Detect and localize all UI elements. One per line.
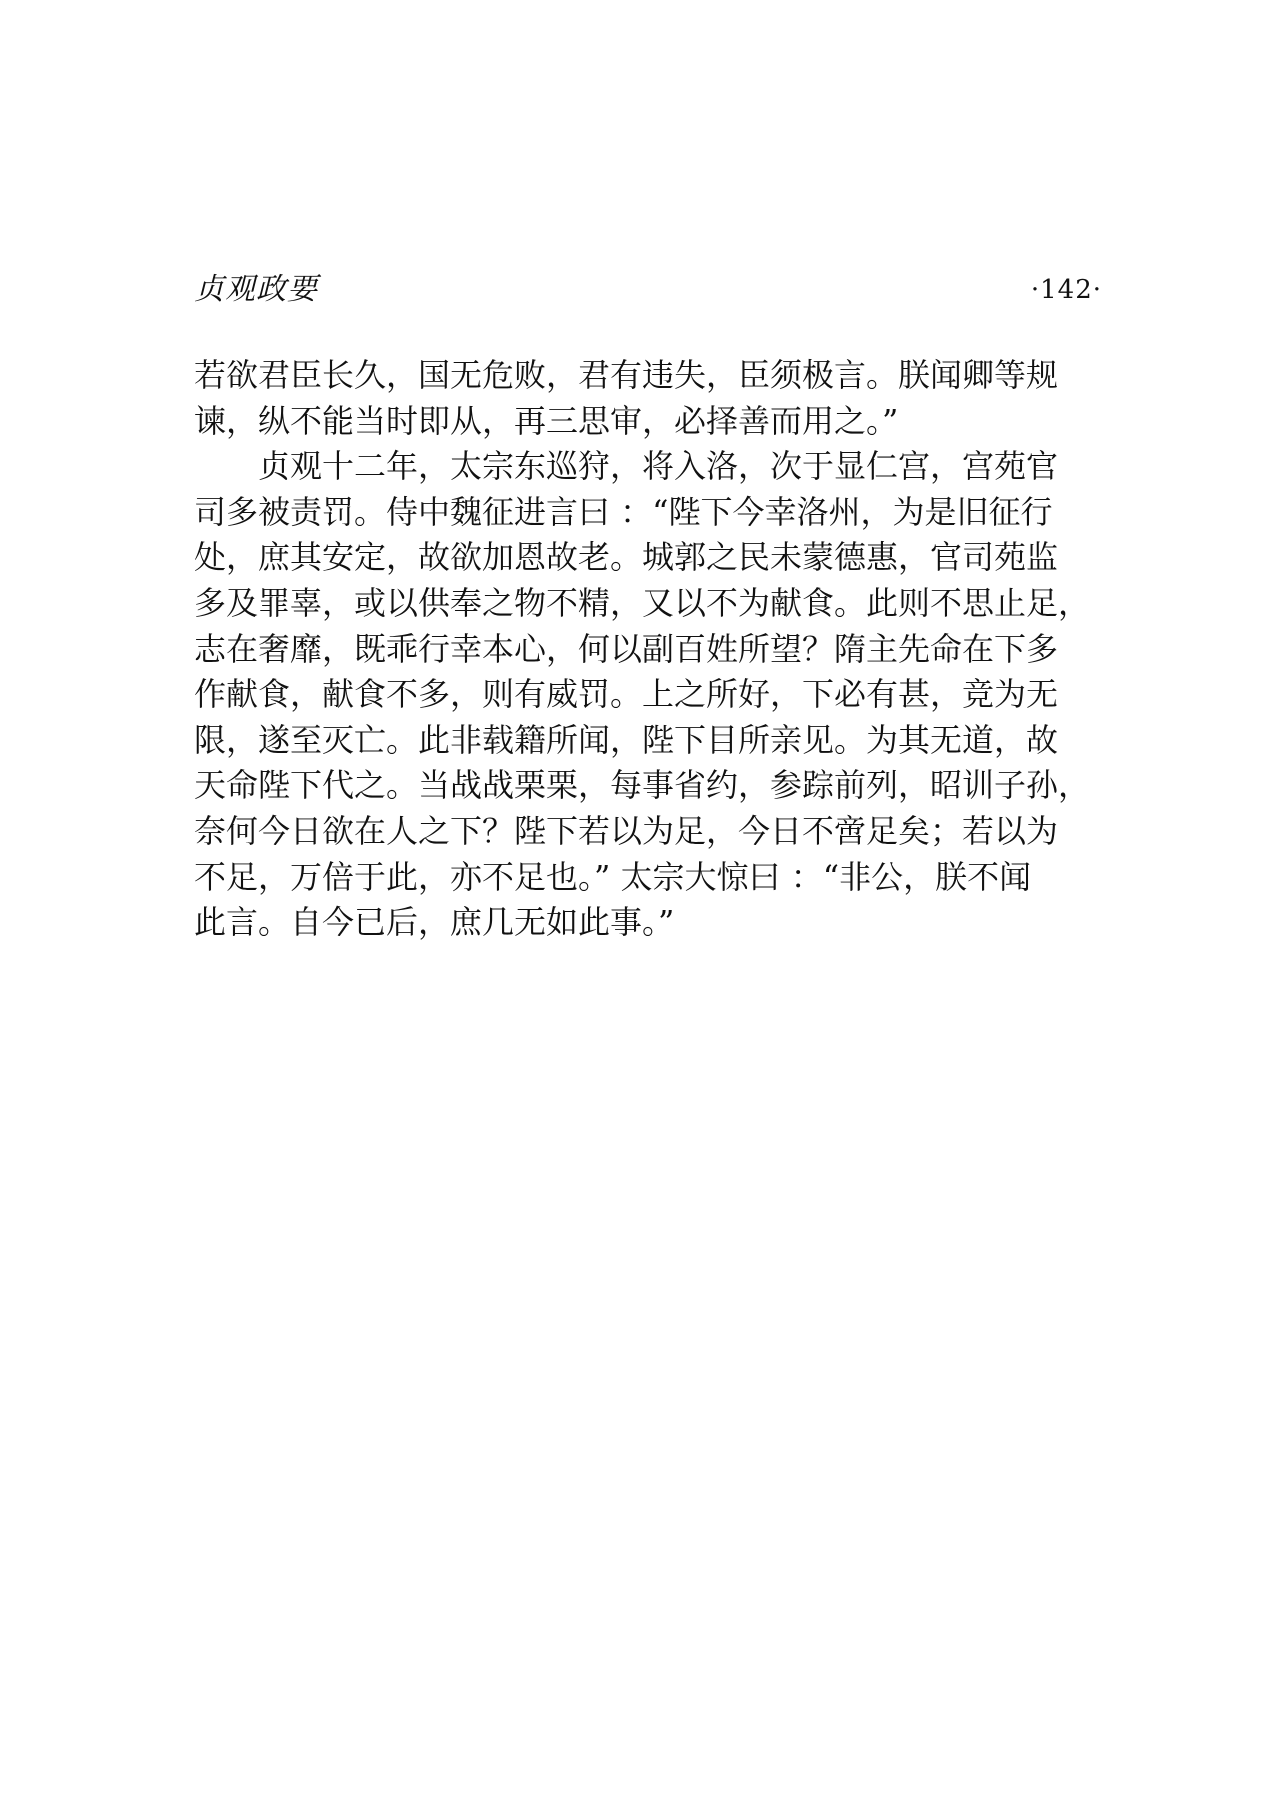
text-line: 作献食，献食不多，则有威罚。上之所好，下必有甚，竞为无 — [194, 675, 1059, 714]
text-line: 处，庶其安定，故欲加恩故老。城郭之民未蒙德惠，官司苑监 — [194, 538, 1059, 577]
text-line: 不足，万倍于此，亦不足也。” 太宗大惊曰 ：“非公，朕不闻 — [194, 857, 1032, 896]
text-line: 天命陛下代之。当战战栗栗，每事省约，参踪前列，昭训子孙， — [194, 766, 1091, 805]
text-line: 限，遂至灭亡。此非载籍所闻，陛下目所亲见。为其无道，故 — [194, 720, 1059, 759]
text-line: 多及罪辜，或以供奉之物不精，又以不为献食。此则不思止足， — [194, 583, 1091, 622]
page-number: ·142· — [1030, 275, 1102, 305]
text-line: 奈何今日欲在人之下？陛下若以为足，今日不啻足矣；若以为 — [194, 811, 1059, 850]
text-line: 此言。自今已后，庶几无如此事。” — [194, 903, 675, 942]
text-line: 谏，纵不能当时即从，再三思审，必择善而用之。” — [194, 401, 899, 440]
text-line: 志在奢靡，既乖行幸本心，何以副百姓所望？隋主先命在下多 — [194, 629, 1059, 668]
body-text — [194, 353, 1114, 946]
paragraph-start-line: 贞观十二年，太宗东巡狩，将入洛，次于显仁宫，宫苑官 — [258, 447, 1059, 486]
running-header — [194, 268, 1102, 312]
text-line: 司多被责罚。侍中魏征进言曰 ：“陛下今幸洛州，为是旧征行 — [194, 492, 1053, 531]
text-line: 若欲君臣长久，国无危败，君有违失，臣须极言。朕闻卿等规 — [194, 356, 1059, 394]
book-title: 贞观政要 — [194, 272, 318, 307]
